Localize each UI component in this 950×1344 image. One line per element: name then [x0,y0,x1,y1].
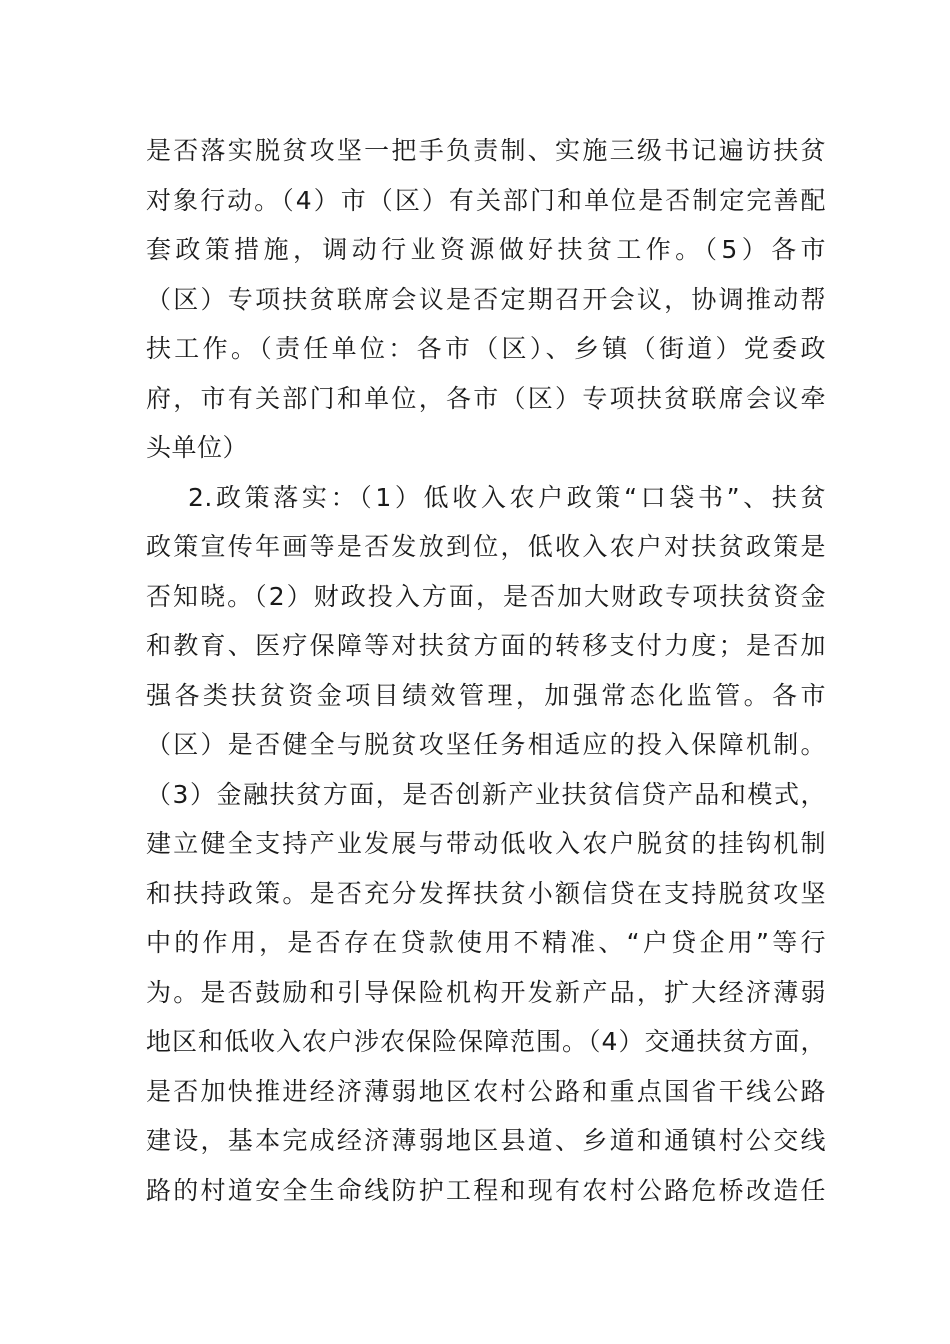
text-line: 扶工作。（责任单位：各市（区）、乡镇（街道）党委政 [146,334,826,363]
text-line: 建立健全支持产业发展与带动低收入农户脱贫的挂钩机制 [146,829,826,858]
text-line: 对象行动。（4）市（区）有关部门和单位是否制定完善配 [146,185,826,215]
text-line: 政策宣传年画等是否发放到位，低收入农户对扶贫政策是 [146,532,826,561]
text-line: 套政策措施，调动行业资源做好扶贫工作。（5）各市 [146,235,826,264]
text-line: （区）专项扶贫联席会议是否定期召开会议，协调推动帮 [146,284,826,314]
text-line: （3）金融扶贫方面，是否创新产业扶贫信贷产品和模式， [146,779,826,809]
text-line: 为。是否鼓励和引导保险机构开发新产品，扩大经济薄弱 [146,977,826,1007]
paragraph-start-line: 2.政策落实：（1）低收入农户政策“口袋书”、扶贫 [188,482,826,512]
text-line: 和教育、医疗保障等对扶贫方面的转移支付力度；是否加 [146,631,826,660]
text-line: 头单位） [146,433,249,462]
text-line: 和扶持政策。是否充分发挥扶贫小额信贷在支持脱贫攻坚 [146,878,826,908]
text-line: 地区和低收入农户涉农保险保障范围。（4）交通扶贫方面， [146,1027,826,1056]
text-line: 否知晓。（2）财政投入方面，是否加大财政专项扶贫资金 [146,581,826,611]
text-line: 府，市有关部门和单位，各市（区）专项扶贫联席会议牵 [146,383,826,413]
text-line: 建设，基本完成经济薄弱地区县道、乡道和通镇村公交线 [146,1126,826,1155]
text-line: 强各类扶贫资金项目绩效管理，加强常态化监管。各市 [146,680,826,710]
text-line: 是否落实脱贫攻坚一把手负责制、实施三级书记遍访扶贫 [146,136,826,165]
text-line: （区）是否健全与脱贫攻坚任务相适应的投入保障机制。 [146,730,826,759]
text-line: 中的作用，是否存在贷款使用不精准、“户贷企用”等行 [146,928,826,957]
document-body [146,126,826,1215]
text-line: 路的村道安全生命线防护工程和现有农村公路危桥改造任 [146,1175,826,1205]
text-line: 是否加快推进经济薄弱地区农村公路和重点国省干线公路 [146,1076,826,1106]
